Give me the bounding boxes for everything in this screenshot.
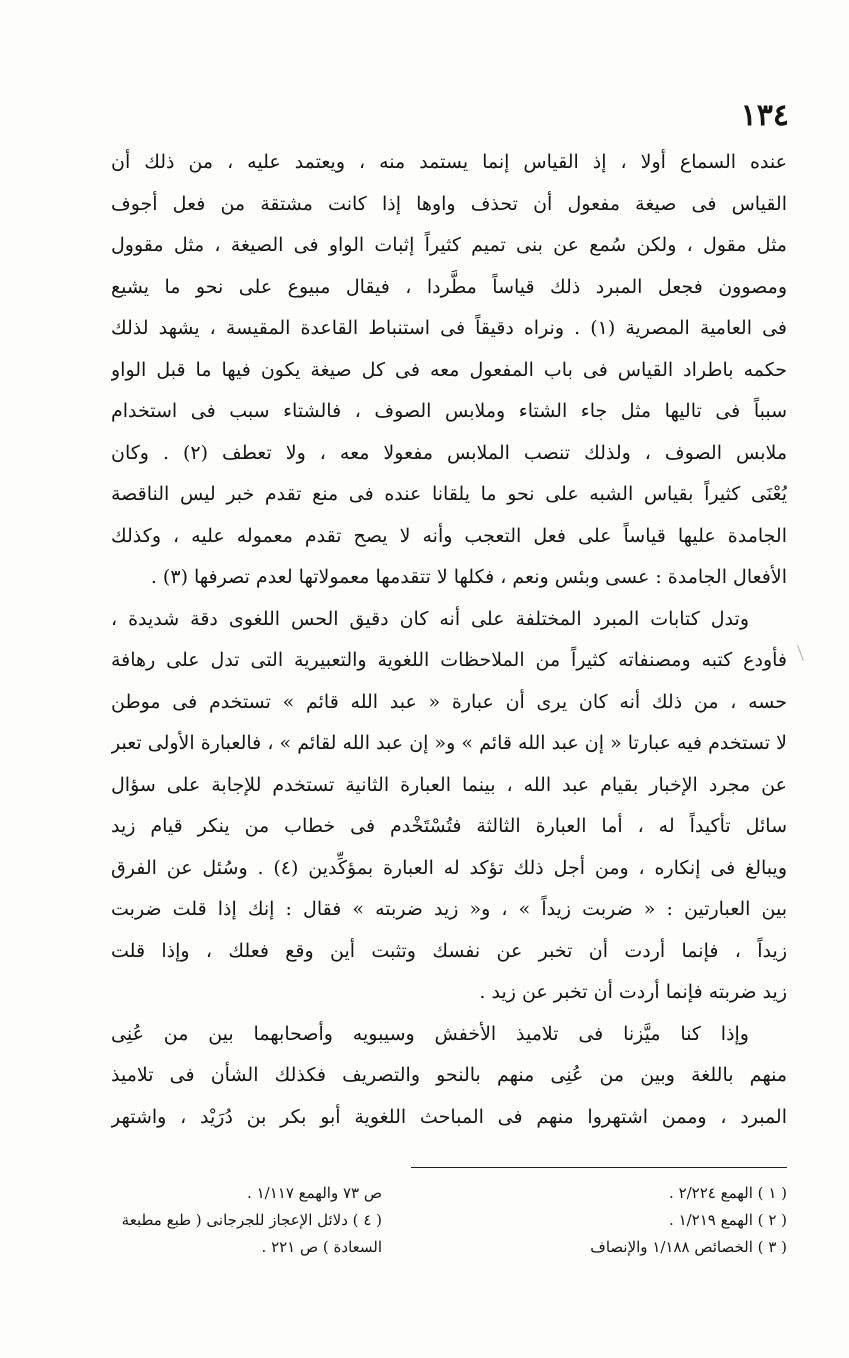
text-line: القياس فى صيغة مفعول أن تحذف واوها إذا كانت مشتقة من فعل أجوف xyxy=(111,192,787,215)
text-line: عنده السماع أولا ، إذ القياس إنما يستمد منه ، ويعتمد عليه ، من ذلك أن xyxy=(111,151,787,173)
text-line: سبباً فى تاليها مثل جاء الشتاء وملابس الصوف ، فالشتاء سبب فى استخدام xyxy=(111,400,787,422)
footnote: السعادة ) ص ٢٢١ . xyxy=(261,1238,382,1256)
text-line: فأودع كتبه ومصنفاته كثيراً من الملاحظات اللغوية والتعبيرية التى تدل على رهافة xyxy=(111,649,787,671)
paragraph-start-line: وإذا كنا ميَّزنا فى تلاميذ الأخفش وسيبويه وأصحابهما بين من عُنِى xyxy=(111,1022,749,1045)
text-line: حسه ، من ذلك أنه كان يرى أن عبارة « عبد الله قائم » تستخدم فى موطن xyxy=(111,690,787,713)
page-number: ١٣٤ xyxy=(740,98,789,133)
footnote: ( ٣ ) الخصائص ١/١٨٨ والإنصاف xyxy=(590,1238,787,1256)
scan-mark xyxy=(797,645,803,660)
text-line: مثل مقول ، ولكن سُمع عن بنى تميم كثيراً إثبات الواو فى الصيغة ، مثل مقوول xyxy=(111,234,787,256)
paragraph-start-line: وتدل كتابات المبرد المختلفة على أنه كان دقيق الحس اللغوى دقة شديدة ، xyxy=(111,607,749,630)
text-line: الأفعال الجامدة : عسى وبئس ونعم ، فكلها لا تتقدمها معمولاتها لعدم تصرفها (٣) . xyxy=(150,566,787,588)
text-line: الجامدة عليها قياساً على فعل التعجب وأنه لا يصح تقدم معموله عليه ، وكذلك xyxy=(111,524,787,547)
text-line: يُعْنَى كثيراً بقياس الشبه على نحو ما يلقانا عنده فى منع تقدم خبر ليس الناقصة xyxy=(111,483,787,505)
text-line: زيد ضربته فإنما أردت أن تخبر عن زيد . xyxy=(479,981,787,1003)
text-line: المبرد ، وممن اشتهروا منهم فى المباحث اللغوية أبو بكر بن دُرَيْد ، واشتهر xyxy=(111,1105,787,1128)
footnotes-left-column xyxy=(52,1180,382,1261)
footnote: ص ٧٣ والهمع ١/١١٧ . xyxy=(247,1184,382,1202)
body-text xyxy=(111,142,787,1138)
text-line: عن مجرد الإخبار بقيام عبد الله ، بينما العبارة الثانية تستخدم للإجابة على سؤال xyxy=(111,773,787,796)
text-line: منهم باللغة وبين من عُنِى منهم بالنحو والتصريف فكذلك الشأن فى تلاميذ xyxy=(111,1064,787,1086)
text-line: حكمه باطراد القياس فى باب المفعول معه فى كل صيغة يكون فيها ما قبل الواو xyxy=(111,358,787,381)
text-line: زيداً ، فإنما أردت أن تخبر عن نفسك وتثبت أين وقع فعلك ، وإذا قلت xyxy=(111,939,787,962)
footnote: ( ٤ ) دلائل الإعجاز للجرجانى ( طبع مطبعة xyxy=(121,1211,382,1229)
text-line: ومصوون فجعل المبرد ذلك قياساً مطَّردا ، فيقال مبيوع على نحو ما يشيع xyxy=(111,275,787,298)
footnote-divider xyxy=(411,1167,787,1168)
text-line: ويبالغ فى إنكاره ، ومن أجل ذلك تؤكد له العبارة بمؤكِّدين (٤) . وسُئل عن الفرق xyxy=(111,856,787,879)
text-line: سائل تأكيداً له ، أما العبارة الثالثة فتُسْتَخْدم فى خطاب من ينكر قيام زيد xyxy=(111,815,787,837)
text-line: ملابس الصوف ، ولذلك تنصب الملابس مفعولا معه ، ولا تعطف (٢) . وكان xyxy=(111,441,787,464)
footnote: ( ٢ ) الهمع ١/٢١٩ . xyxy=(669,1211,787,1229)
footnotes-right-column xyxy=(457,1180,787,1261)
text-line: لا تستخدم فيه عبارتا « إن عبد الله قائم » و« إن عبد الله لقائم » ، فالعبارة الأولى تعبر xyxy=(111,732,787,754)
text-line: فى العامية المصرية (١) . ونراه دقيقاً فى استنباط القاعدة المقيسة ، يشهد لذلك xyxy=(111,317,787,339)
footnote: ( ١ ) الهمع ٢/٢٢٤ . xyxy=(669,1184,787,1202)
text-line: بين العبارتين : « ضربت زيداً » ، و« زيد ضربته » فقال : إنك إذا قلت ضربت xyxy=(111,898,787,920)
